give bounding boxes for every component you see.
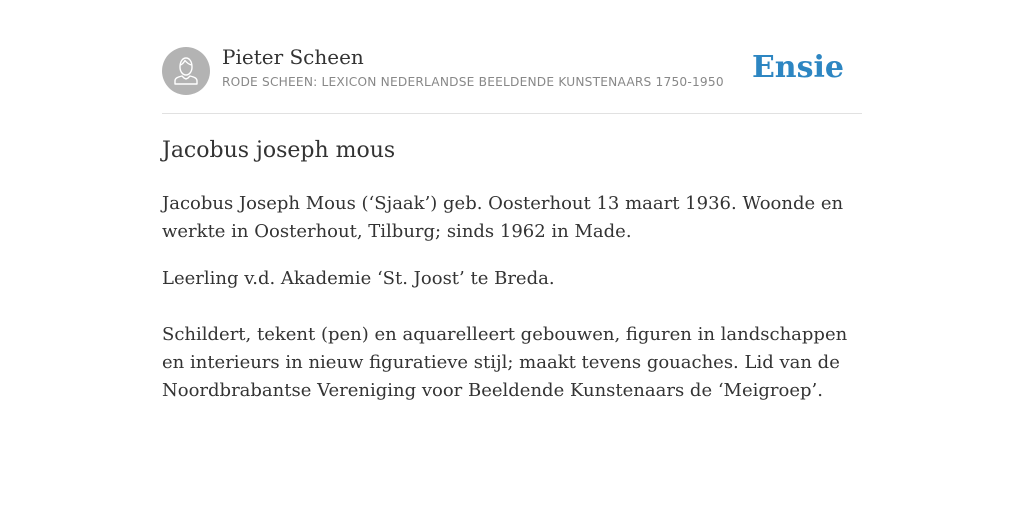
article-body [162, 190, 862, 405]
avatar[interactable] [162, 47, 210, 95]
paragraph: Schildert, tekent (pen) en aquarelleert gebouwen, figuren in landschappen en interieurs in nieuw figuratieve stijl; maakt tevens gouaches. Lid van de Noordbrabantse Vereniging voor Beeldende Kunstenaars de ‘Meigroep’. [162, 324, 848, 401]
user-icon [162, 47, 210, 95]
source-label: RODE SCHEEN: LEXICON NEDERLANDSE BEELDENDE KUNSTENAARS 1750-1950 [222, 75, 724, 89]
article-header [162, 40, 862, 114]
paragraph: Leerling v.d. Akademie ‘St. Joost’ te Breda. [162, 268, 555, 289]
article-title: Jacobus joseph mous [162, 138, 396, 163]
article-card [162, 40, 862, 401]
brand-logo[interactable]: Ensie [751, 50, 844, 85]
paragraph: Jacobus Joseph Mous (‘Sjaak’) geb. Oosterhout 13 maart 1936. Woonde en werkte in Oosterhout, Tilburg; sinds 1962 in Made. [162, 193, 844, 242]
author-name[interactable]: Pieter Scheen [222, 45, 364, 69]
